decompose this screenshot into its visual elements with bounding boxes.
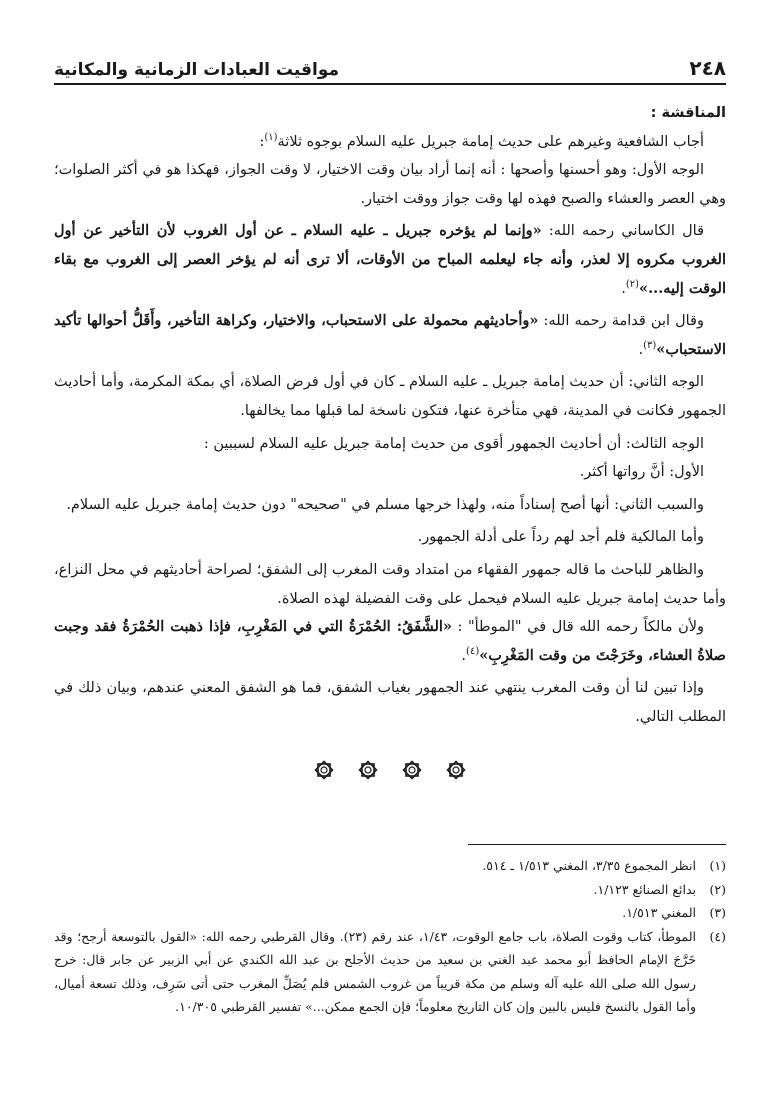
- footnote: [54, 854, 726, 878]
- paragraph-text: قال الكاساني رحمه الله:: [541, 223, 705, 240]
- footnote-number: (٣): [709, 905, 726, 920]
- paragraph-text: ولأن مالكاً رحمه الله قال في "الموطأ" :: [451, 619, 704, 636]
- footnote-ref: (١): [264, 131, 278, 143]
- paragraph: [54, 128, 726, 157]
- section-end-ornaments: [54, 759, 726, 781]
- quotation: «وإنما لم يؤخره جبريل ـ عليه السلام ـ عن أول الغروب لأن التأخير عن أول الغروب مكروه إلا لعذر، وأنه جاء ليعلمه المباح من الأوقات، ألا ترى أنه لم يؤخر العصر إلى الغروب مع بقاء الوقت إليه...»: [54, 222, 726, 297]
- footnote: [54, 878, 726, 902]
- paragraph-text: وقال ابن قدامة رحمه الله:: [538, 313, 704, 330]
- paragraph: الوجه الأول: وهو أحسنها وأصحها : أنه إنما أراد بيان وقت الاختيار، لا وقت الجواز، فهكذا هو في أكثر الصلوات؛ وهي العصر والعشاء والصبح فهذه لها وقت جواز ووقت اختيار.: [54, 162, 726, 207]
- paragraph: الأول: أنَّ رواتها أكثر.: [579, 464, 704, 481]
- page-header: [54, 44, 726, 85]
- running-title: مواقيت العبادات الزمانية والمكانية: [54, 60, 339, 80]
- footnote-ref: (٤): [466, 645, 480, 657]
- footnote-ref: (٢): [625, 278, 640, 290]
- main-text: [54, 99, 726, 781]
- paragraph: وأما المالكية فلم أجد لهم رداً على أدلة الجمهور.: [417, 529, 704, 546]
- footnote-text: الموطأ، كتاب وقوت الصلاة، باب جامع الوقوت، ١/٤٣، عند رقم (٢٣). وقال القرطبي رحمه الله: «القول بالتوسعة أرجح؛ وقد خَرَّجَ الإمام الحافظ أبو محمد عبد الغني بن سعيد من حديث الأجلح بن عبد الله الكندي عن أبي الزبير عن جابر قال: خرج رسول الله صلى الله عليه آله وسلم من مكة قريباً من غروب الشمس فلم يُصَلِّ المغرب حتى أتى سَرِف، وذلك تسعة أميال، وأما القول بالنسخ فليس بالبين وإن كان التاريخ معلوماً؛ فإن الجمع ممكن...» تفسير القرطبي ١٠/٣٠٥.: [54, 928, 696, 1014]
- quotation: «وأحاديثهم محمولة على الاستحباب، والاختيار، وكراهة التأخير، وأَقَلُّ أحوالها تأكيد الاستحباب»: [54, 312, 726, 358]
- footnote-text: بدائع الصنائع ١/١٢٣.: [593, 881, 696, 897]
- paragraph: [54, 307, 726, 364]
- paragraph-text: .: [461, 647, 467, 664]
- paragraph-text: أجاب الشافعية وغيرهم على حديث إمامة جبريل عليه السلام بوجوه ثلاثة: [277, 133, 704, 150]
- ornament-icon: [357, 759, 379, 781]
- quotation: «الشَّفَقُ: الحُمْرَةُ التي في المَغْرِبِ، فإذا ذهبت الحُمْرَةُ فقد وجبت صلاةُ العشاء، وخَرَجْتَ من وقت المَغْرِبِ»: [54, 618, 726, 664]
- book-page: [54, 44, 726, 1064]
- paragraph: الوجه الثالث: أن أحاديث الجمهور أقوى من حديث إمامة جبريل عليه السلام لسببين :: [203, 435, 704, 452]
- paragraph-text: :: [259, 133, 265, 150]
- section-heading: المناقشة :: [650, 105, 726, 121]
- paragraph-text: .: [621, 280, 626, 297]
- footnote-ref: (٣): [643, 339, 657, 351]
- paragraph: والظاهر للباحث ما قاله جمهور الفقهاء من امتداد وقت المغرب إلى الشفق؛ لصراحة أحاديثهم في محل النزاع، وأما حديث إمامة جبريل عليه السلام فيحمل على وقت الفضيلة لهذه الصلاة.: [53, 561, 726, 607]
- footnote-text: انظر المجموع ٣/٣٥، المغني ١/٥١٣ ـ ٥١٤.: [482, 858, 696, 873]
- ornament-icon: [445, 759, 467, 781]
- paragraph: [54, 613, 726, 670]
- footnote-text: المغني ١/٥١٣.: [622, 905, 696, 920]
- footnote-number: (٤): [709, 928, 726, 944]
- footnotes: [54, 854, 726, 1019]
- footnote-number: (١): [709, 858, 726, 873]
- paragraph: والسبب الثاني: أنها أصح إسناداً منه، ولهذا خرجها مسلم في "صحيحه" دون حديث إمامة جبريل عليه السلام.: [66, 496, 704, 513]
- footnote: [54, 901, 726, 925]
- footnote: [54, 925, 726, 1019]
- paragraph: الوجه الثاني: أن حديث إمامة جبريل ـ عليه السلام ـ كان في أول فرض الصلاة، أي بمكة المكرمة، وأما أحاديث الجمهور فكانت في المدينة، فهي متأخرة عنها، فتكون ناسخة لما قبلها مما يخالفها.: [54, 374, 726, 419]
- page-number: ٢٤٨: [689, 56, 726, 80]
- footnote-number: (٢): [709, 881, 726, 897]
- paragraph: [54, 217, 726, 303]
- paragraph-text: .: [638, 341, 644, 358]
- paragraph: وإذا تبين لنا أن وقت المغرب ينتهي عند الجمهور بغياب الشفق، فما هو الشفق المعني عندهم، وبيان ذلك في المطلب التالي.: [54, 680, 726, 725]
- ornament-icon: [401, 759, 423, 781]
- footnote-separator: [468, 844, 726, 845]
- ornament-icon: [313, 759, 335, 781]
